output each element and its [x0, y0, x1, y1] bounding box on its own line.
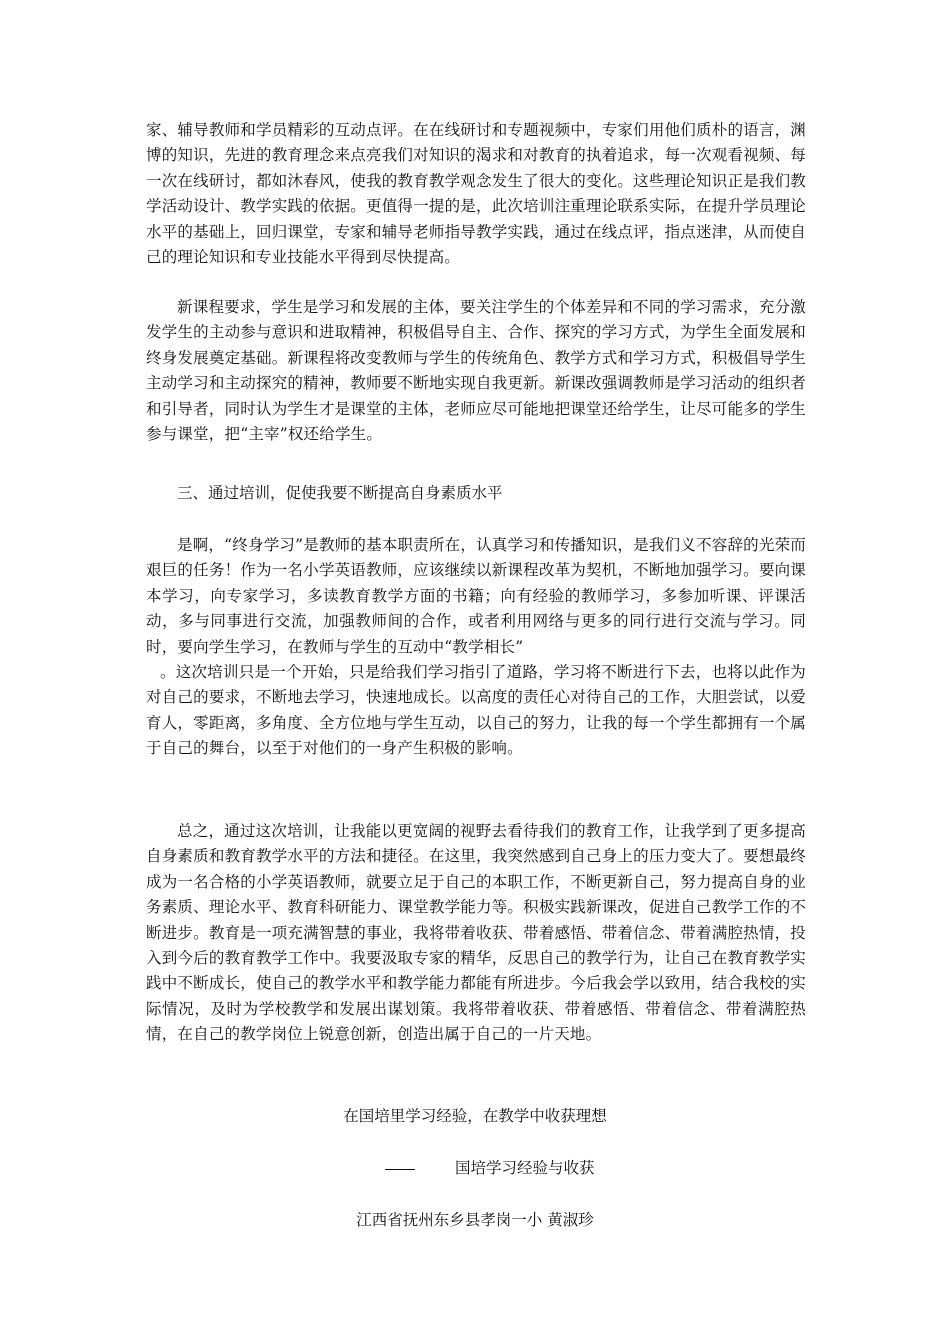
- paragraph-conclusion: [146, 819, 806, 1048]
- paragraph-training-review: [146, 118, 806, 270]
- paragraph-text-continued: 。这次培训只是一个开始，只是给我们学习指引了道路，学习将不断进行下去，也将以此作为对自己的要求，不断地去学习，快速地成长。以高度的责任心对待自己的工作，大胆尝试，以爱育人，零距离，多角度、全方位地与学生互动，以自己的努力，让我的每一个学生都拥有一个属于自己的舞台，以至于对他们的一身产生积极的影响。: [146, 663, 806, 758]
- next-article-title: 在国培里学习经验，在教学中收获理想: [343, 1107, 607, 1125]
- paragraph-lifelong-learning: [146, 533, 806, 762]
- paragraph-text: 新课程要求，学生是学习和发展的主体，要关注学生的个体差异和不同的学习需求，充分激发学生的主动参与意识和进取精神，积极倡导自主、合作、探究的学习方式，为学生全面发展和终身发展奠定基础。新课程将改变教师与学生的传统角色、教学方式和学习方式，积极倡导学生主动学习和主动探究的精神，教师要不断地实现自我更新。新课改强调教师是学习活动的组织者和引导者，同时认为学生才是课堂的主体，老师应尽可能地把课堂还给学生，让尽可能多的学生参与课堂，把“主宰”权还给学生。: [146, 298, 806, 444]
- next-article-subtitle: 国培学习经验与收获: [455, 1159, 595, 1177]
- author-line: 江西省抚州东乡县孝岗一小 黄淑珍: [356, 1211, 594, 1229]
- subtitle-row: [385, 1156, 595, 1181]
- em-dash-divider: [385, 1169, 415, 1170]
- paragraph-text: 是啊，“终身学习”是教师的基本职责所在，认真学习和传播知识，是我们义不容辞的光荣而艰巨的任务！作为一名小学英语教师，应该继续以新课程改革为契机，不断地加强学习。要向课本学习，向专家学习，多读教育教学方面的书籍；向有经验的教师学习，多参加听课、评课活动，多与同事进行交流，加强教师间的合作，或者利用网络与更多的同行进行交流与学习。同时，要向学生学习，在教师与学生的互动中“教学相长”: [146, 536, 806, 656]
- paragraph-text: 总之，通过这次培训，让我能以更宽阔的视野去看待我们的教育工作，让我学到了更多提高自身素质和教育教学水平的方法和捷径。在这里，我突然感到自己身上的压力变大了。要想最终成为一名合格的小学英语教师，就要立足于自己的本职工作，不断更新自己，努力提高自身的业务素质、理论水平、教育科研能力、课堂教学能力等。积极实践新课改，促进自己教学工作的不断进步。教育是一项充满智慧的事业，我将带着收获、带着感悟、带着信念、带着满腔热情，投入到今后的教育教学工作中。我要汲取专家的精华，反思自己的教学行为，让自己在教育教学实践中不断成长，使自己的教学水平和教学能力都能有所进步。今后我会学以致用，结合我校的实际情况，及时为学校教学和发展出谋划策。我将带着收获、带着感悟、带着信念、带着满腔热情，在自己的教学岗位上锐意创新，创造出属于自己的一片天地。: [146, 822, 806, 1044]
- paragraph-new-curriculum: [146, 295, 806, 447]
- paragraph-text: 家、辅导教师和学员精彩的互动点评。在在线研讨和专题视频中，专家们用他们质朴的语言，渊博的知识，先进的教育理念来点亮我们对知识的渴求和对教育的执着追求，每一次观看视频、每一次在线研讨，都如沐春风，使我的教育教学观念发生了很大的变化。这些理论知识正是我们教学活动设计、教学实践的依据。更值得一提的是，此次培训注重理论联系实际，在提升学员理论水平的基础上，回归课堂，专家和辅导老师指导教学实践，通过在线点评，指点迷津，从而使自己的理论知识和专业技能水平得到尽快提高。: [146, 121, 806, 267]
- section-heading-3: 三、通过培训，促使我要不断提高自身素质水平: [177, 484, 503, 502]
